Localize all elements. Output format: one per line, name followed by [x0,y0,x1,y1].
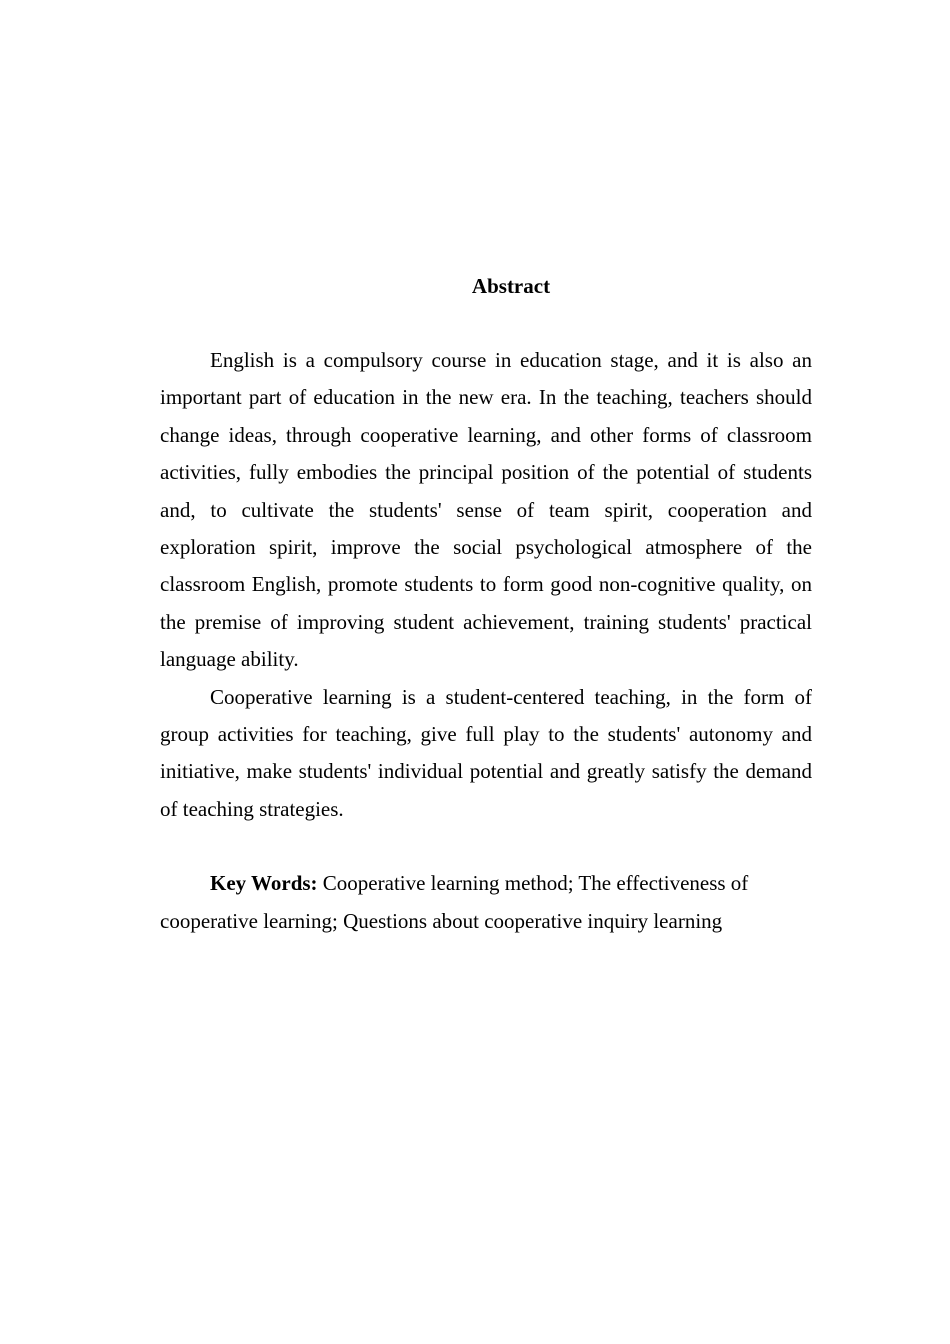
abstract-title: Abstract [471,274,551,298]
keywords-text: Cooperative learning method; The effectiveness of cooperative learning; Questions about cooperative inquiry learning [160,871,749,933]
keywords-label: Key Words: [210,871,318,896]
keywords-line [160,865,812,940]
abstract-paragraph-2: Cooperative learning is a student-centered teaching, in the form of group activities for teaching, give full play to the students' autonomy and initiative, make students' individual potential and greatly satisfy the demand of teaching strategies. [160,684,812,821]
abstract-section [160,268,812,940]
abstract-paragraph-1: English is a compulsory course in education stage, and it is also an important part of education in the new era. In the teaching, teachers should change ideas, through cooperative learning, and other forms of classroom activities, fully embodies the principal position of the potential of students and, to cultivate the students' sense of team spirit, cooperation and exploration spirit, improve the social psychological atmosphere of the classroom English, promote students to form good non-cognitive quality, on the premise of improving student achievement, training students' practical language ability. [160,348,812,672]
